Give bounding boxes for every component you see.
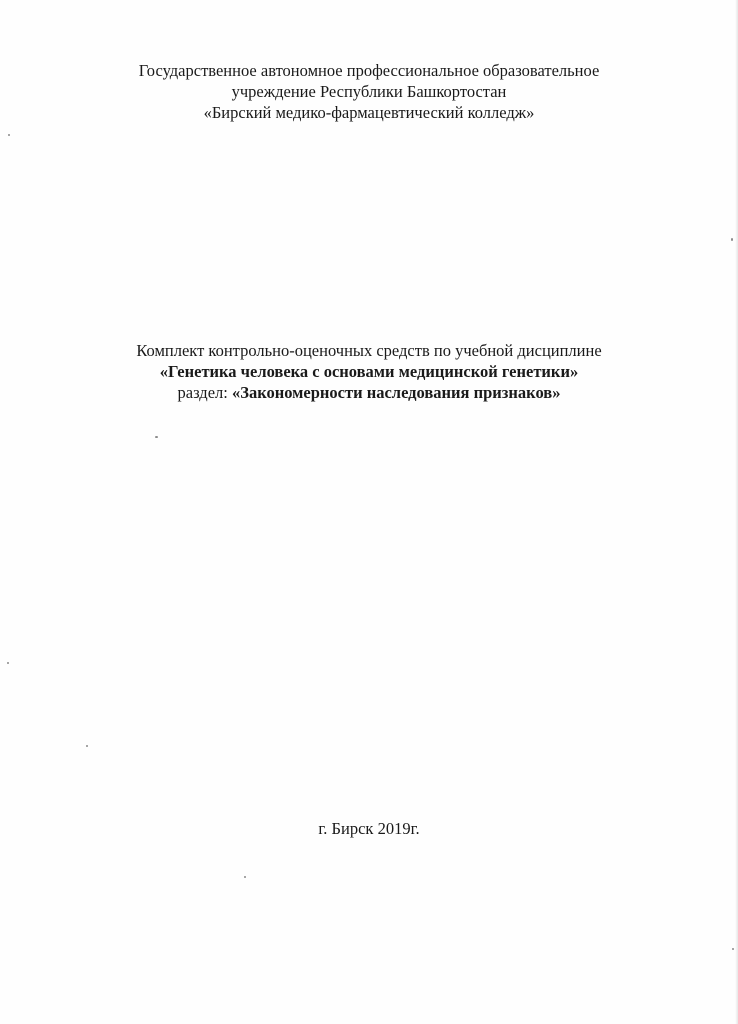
document-title <box>0 340 738 403</box>
place-year: г. Бирск 2019г. <box>318 819 420 838</box>
discipline-name: «Генетика человека с основами медицинской генетики» <box>159 362 579 381</box>
scan-speck <box>155 436 158 438</box>
scan-speck <box>86 745 88 747</box>
section-prefix: раздел: <box>177 383 232 402</box>
scan-speck <box>732 948 734 950</box>
footer <box>0 818 738 839</box>
scan-speck <box>244 876 246 878</box>
institution-line-3: «Бирский медико-фармацевтический колледж» <box>203 103 535 122</box>
section-name: «Закономерности наследования признаков» <box>231 383 561 402</box>
title-line-1: Комплект контрольно-оценочных средств по учебной дисциплине <box>136 341 602 360</box>
institution-line-1: Государственное автономное профессиональное образовательное <box>138 61 600 80</box>
institution-line-2: учреждение Республики Башкортостан <box>231 82 507 101</box>
scan-speck <box>731 238 733 241</box>
scan-speck <box>7 662 9 664</box>
institution-header <box>0 60 738 123</box>
section-line <box>0 382 738 403</box>
scan-speck <box>8 134 10 136</box>
